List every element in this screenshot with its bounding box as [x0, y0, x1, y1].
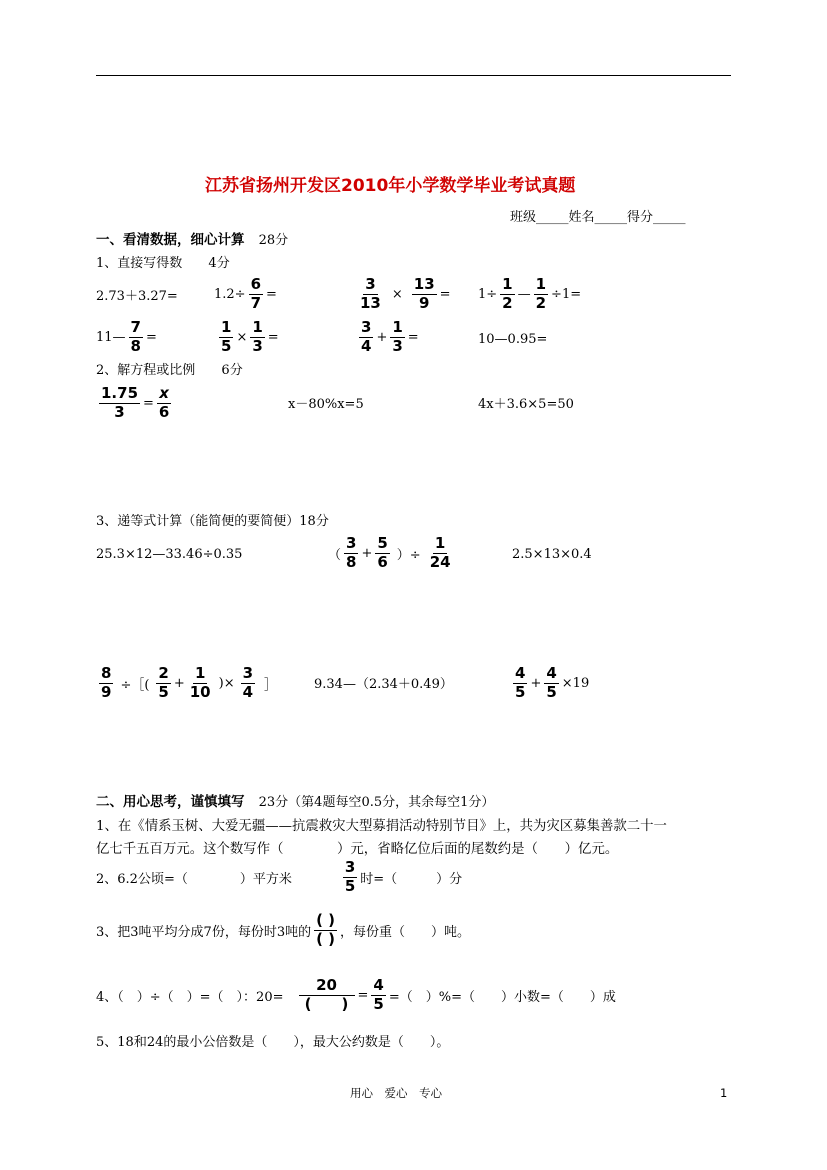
fraction [250, 320, 264, 355]
q1-expr-2 [214, 277, 277, 312]
numerator: 3 [242, 664, 254, 682]
s2-q3 [96, 913, 470, 948]
numerator: 1 [392, 318, 403, 336]
fraction [99, 386, 140, 421]
s2-q2 [96, 860, 462, 895]
section2-points: 23分（第4题每空0.5分，其余每空1分） [258, 795, 495, 810]
numerator: 1 [502, 275, 513, 293]
q1-points: 4分 [208, 256, 230, 271]
q1-e7-post: = [407, 329, 419, 345]
q1-expr-1: 2.73＋3.27= [96, 289, 178, 304]
q1-e4-post: ÷1= [551, 286, 582, 302]
section2-title: 二、用心思考，谨慎填写 [96, 794, 245, 810]
q1-e3-post: = [439, 286, 451, 302]
denominator: 9 [419, 293, 430, 312]
q1-expr-4 [478, 277, 581, 312]
q3-expr-6 [512, 666, 589, 701]
s2-q4 [96, 978, 616, 1013]
numerator: 1 [252, 318, 263, 336]
s2-q1-line1: 1、在《情系玉树、大爱无疆——抗震救灾大型募捐活动特别节目》上，共为灾区募集善款二十一 [96, 819, 667, 834]
fraction [500, 277, 514, 312]
operator: × [391, 286, 403, 302]
numerator: 8 [101, 664, 112, 682]
q1-expr-3 [357, 277, 451, 312]
fraction [390, 320, 404, 355]
denominator: 5 [546, 682, 557, 701]
numerator: 3 [361, 318, 372, 336]
denominator: 4 [242, 682, 254, 701]
denominator: 2 [535, 293, 547, 312]
numerator: 6 [250, 275, 262, 293]
fraction [344, 536, 358, 571]
operator: + [376, 329, 388, 345]
operator: — [517, 286, 531, 302]
numerator: 2 [158, 664, 169, 682]
numerator: 1 [194, 664, 206, 682]
operator: + [173, 675, 185, 691]
operator: + [361, 545, 373, 561]
denominator: 8 [130, 336, 141, 355]
equals: = [357, 987, 369, 1003]
denominator: 2 [502, 293, 513, 312]
q1-e4-pre: 1÷ [478, 286, 498, 302]
fraction [314, 913, 337, 948]
q2-label-text: 2、解方程或比例 [96, 363, 196, 378]
fraction [219, 320, 233, 355]
fraction [359, 320, 373, 355]
denominator: 3 [114, 402, 125, 421]
equals: = [143, 395, 154, 411]
section2-heading [96, 796, 494, 810]
s2-q4-pre: 4、（ ）÷（ ）=（ ）：20= [96, 989, 284, 1005]
fraction [534, 277, 548, 312]
s2-q3-post: ，每份重（ ）吨。 [340, 924, 471, 940]
numerator: 20 [299, 978, 355, 996]
numerator: 3 [346, 534, 357, 552]
section1-heading [96, 234, 288, 248]
numerator: 4 [373, 976, 384, 994]
numerator: x [159, 384, 169, 402]
denominator: 5 [158, 682, 169, 701]
q2-points: 6分 [221, 363, 243, 378]
denominator: 6 [377, 552, 388, 571]
q3-e4-close: )× [218, 675, 235, 691]
fraction [428, 536, 453, 571]
denominator: 7 [250, 293, 262, 312]
q2-expr-2: x－80%x=5 [288, 397, 364, 412]
denominator: ( ) [304, 994, 349, 1013]
numerator: 1 [535, 275, 547, 293]
fraction [299, 978, 355, 1013]
fraction [241, 666, 255, 701]
q1-label [96, 257, 230, 270]
operator: × [236, 329, 248, 345]
fraction [249, 277, 263, 312]
q1-e5-post: = [145, 329, 157, 345]
q3-expr-1: 25.3×12—33.46÷0.35 [96, 547, 243, 562]
fraction [358, 277, 383, 312]
numerator: 4 [515, 664, 526, 682]
numerator: 1 [434, 534, 446, 552]
q1-expr-7 [358, 320, 419, 355]
q1-expr-8: 10—0.95= [478, 332, 548, 347]
page-title: 江苏省扬州开发区2010年小学数学毕业考试真题 [205, 176, 576, 196]
q3-expr-5: 9.34—（2.34＋0.49） [314, 677, 453, 692]
numerator: 1.75 [101, 384, 139, 402]
denominator: 8 [346, 552, 357, 571]
page-number: 1 [720, 1086, 728, 1100]
denominator: 24 [429, 552, 451, 571]
denominator: 4 [361, 336, 372, 355]
q3-e4-mid: ÷［( [120, 677, 150, 693]
numerator: 13 [413, 275, 435, 293]
q3-expr-4 [98, 666, 277, 701]
numerator: ( ) [316, 911, 336, 929]
q1-expr-6 [218, 320, 279, 355]
numerator: 3 [344, 858, 356, 876]
fraction [544, 666, 558, 701]
fraction [412, 277, 437, 312]
s2-q4-post: =（ ）%=（ ）小数=（ ）成 [388, 989, 616, 1005]
paren-close: ）÷ [396, 547, 421, 563]
denominator: 5 [221, 336, 232, 355]
operator: + [530, 675, 542, 691]
numerator: 3 [365, 275, 376, 293]
denominator: 13 [360, 293, 381, 312]
student-info: 班级_____姓名_____得分_____ [510, 210, 686, 225]
fraction [371, 978, 385, 1013]
fraction [375, 536, 389, 571]
fraction [129, 320, 143, 355]
q3-label: 3、递等式计算（能简便的要简便）18分 [96, 514, 329, 529]
s2-q2-b: 时=（ ）分 [360, 871, 463, 887]
denominator: 5 [344, 876, 356, 895]
numerator: 4 [546, 664, 557, 682]
q1-label-text: 1、直接写得数 [96, 256, 183, 271]
paren-open: （ [328, 547, 342, 563]
fraction [188, 666, 213, 701]
header-rule [96, 75, 731, 76]
denominator: 5 [373, 994, 384, 1013]
s2-q1-line2: 亿七千五百万元。这个数写作（ ）元，省略亿位后面的尾数约是（ ）亿元。 [96, 842, 619, 857]
denominator: 3 [392, 336, 403, 355]
q2-expr-1 [98, 386, 172, 421]
q1-e6-post: = [267, 329, 279, 345]
q3-e6-post: ×19 [561, 675, 590, 691]
denominator: 9 [101, 682, 112, 701]
s2-q5: 5、18和24的最小公倍数是（ ），最大公约数是（ ）。 [96, 1035, 450, 1050]
q3-expr-3: 2.5×13×0.4 [512, 547, 592, 562]
q2-label [96, 364, 243, 377]
q1-e5-pre: 11— [96, 329, 126, 345]
fraction [156, 666, 170, 701]
q1-expr-5 [96, 320, 157, 355]
denominator: 10 [189, 682, 211, 701]
fraction [157, 386, 171, 421]
section1-title: 一、看清数据，细心计算 [96, 232, 245, 248]
fraction [343, 860, 357, 895]
s2-q3-pre: 3、把3吨平均分成7份，每份时3吨的 [96, 924, 312, 940]
q1-e2-post: = [266, 286, 277, 302]
fraction [513, 666, 527, 701]
footer-center: 用心 爱心 专心 [350, 1086, 442, 1100]
denominator: 5 [515, 682, 526, 701]
q1-e2-pre: 1.2÷ [214, 286, 246, 302]
section1-points: 28分 [258, 233, 289, 248]
q3-expr-2 [328, 536, 454, 571]
q3-e4-end: ］ [264, 677, 278, 693]
denominator: ( ) [316, 929, 336, 948]
denominator: 3 [252, 336, 263, 355]
numerator: 7 [130, 318, 141, 336]
numerator: 1 [221, 318, 232, 336]
numerator: 5 [377, 534, 388, 552]
denominator: 6 [158, 402, 170, 421]
q2-expr-3: 4x＋3.6×5=50 [478, 397, 574, 412]
s2-q2-a: 2、6.2公顷=（ ）平方米 [96, 871, 292, 887]
fraction [99, 666, 113, 701]
